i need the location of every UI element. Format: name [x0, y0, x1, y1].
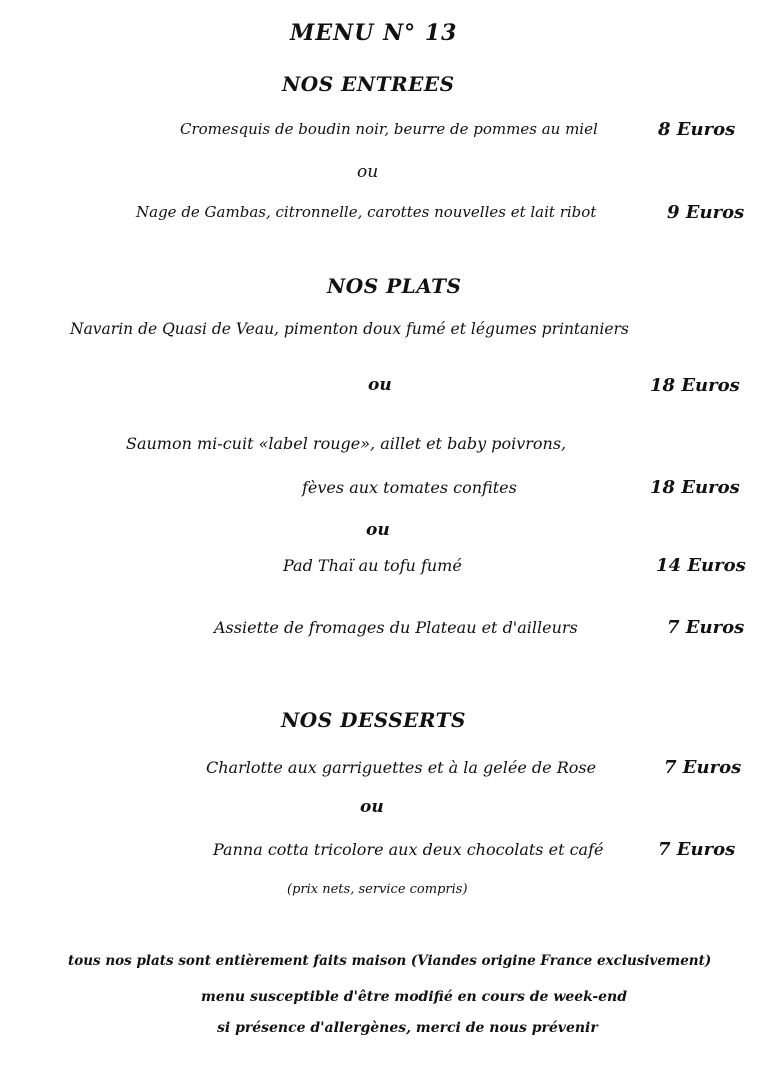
plat-item-name: Assiette de fromages du Plateau et d'ailleurs — [214, 618, 578, 637]
plat-item-name-line1: Saumon mi-cuit «label rouge», aillet et baby poivrons, — [126, 434, 567, 453]
dessert-item-price: 7 Euros — [658, 839, 736, 860]
pricing-note: (prix nets, service compris) — [287, 882, 468, 897]
entree-item-price: 8 Euros — [658, 119, 736, 140]
entree-item-price: 9 Euros — [667, 202, 745, 223]
entree-item-name: Cromesquis de boudin noir, beurre de pommes au miel — [180, 120, 598, 138]
or-separator: ou — [360, 797, 384, 817]
plat-item-price: 18 Euros — [650, 375, 740, 396]
menu-title: MENU N° 13 — [290, 20, 458, 46]
plat-item-name: Pad Thaï au tofu fumé — [283, 556, 462, 575]
or-separator: ou — [368, 375, 392, 395]
plats-heading: NOS PLATS — [327, 274, 462, 298]
plat-item-name: Navarin de Quasi de Veau, pimenton doux fumé et légumes printaniers — [70, 320, 629, 338]
or-separator: ou — [357, 162, 379, 182]
dessert-item-price: 7 Euros — [664, 757, 742, 778]
plat-item-name-line2: fèves aux tomates confites — [302, 478, 517, 497]
plat-item-price: 14 Euros — [656, 555, 746, 576]
plat-item-price: 7 Euros — [667, 617, 745, 638]
desserts-heading: NOS DESSERTS — [281, 708, 466, 732]
entree-item-name: Nage de Gambas, citronnelle, carottes nouvelles et lait ribot — [136, 203, 597, 221]
entrees-heading: NOS ENTREES — [282, 72, 455, 96]
plat-item-price: 18 Euros — [650, 477, 740, 498]
footer-line: menu susceptible d'être modifié en cours de week-end — [201, 989, 628, 1005]
dessert-item-name: Charlotte aux garriguettes et à la gelée de Rose — [206, 758, 597, 777]
footer-line: si présence d'allergènes, merci de nous prévenir — [217, 1020, 598, 1036]
footer-line: tous nos plats sont entièrement faits maison (Viandes origine France exclusivement) — [68, 953, 712, 969]
dessert-item-name: Panna cotta tricolore aux deux chocolats et café — [213, 840, 604, 859]
or-separator: ou — [366, 520, 390, 540]
